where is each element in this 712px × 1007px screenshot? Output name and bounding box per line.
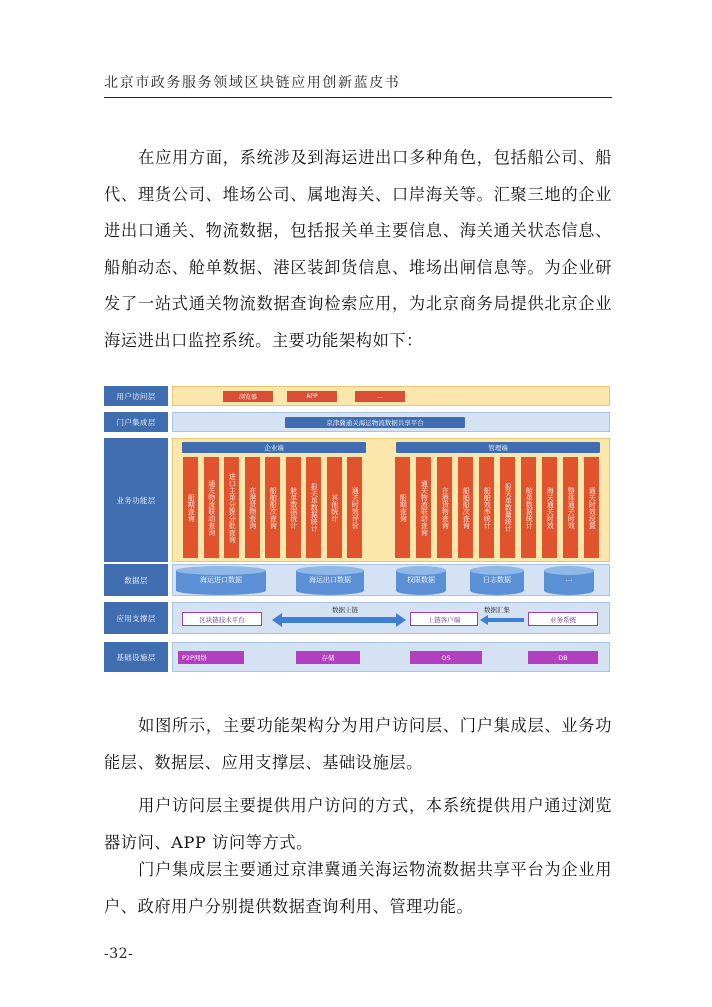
database-label-3: 日志数据 — [483, 576, 511, 584]
management-module-7: 海关通关时效 — [542, 457, 557, 558]
db-box: DB — [528, 651, 598, 664]
app-box: APP — [287, 391, 337, 402]
database-1 — [296, 566, 364, 595]
chain-client-box: 上链客户端 — [410, 612, 478, 626]
layer-label-portal: 门户集成层 — [104, 412, 168, 432]
os-box: OS — [410, 651, 482, 664]
page-number: -32- — [104, 946, 134, 962]
layer-label-business: 业务功能层 — [104, 438, 168, 562]
management-end-bar: 管理端 — [396, 442, 600, 453]
layer-label-user-access: 用户访问层 — [104, 386, 168, 406]
enterprise-module-3: 在港货物查询 — [245, 457, 260, 558]
management-module-4: 船舶效率统计 — [479, 457, 494, 558]
enterprise-module-8: 通关时效评价 — [347, 457, 362, 558]
double-arrow-icon — [272, 613, 406, 627]
enterprise-module-2: 进口主单分拨分批查询 — [224, 457, 239, 558]
management-module-3: 船舶船次查询 — [458, 457, 473, 558]
more-access-box: ... — [355, 391, 405, 402]
enterprise-module-5: 舱单数据统计 — [286, 457, 301, 558]
database-4 — [544, 566, 594, 595]
paragraph-user-access — [104, 788, 612, 861]
enterprise-end-bar: 企业端 — [182, 442, 366, 453]
storage-box: 存储 — [296, 651, 360, 664]
enterprise-module-0: 船期查询 — [183, 457, 198, 558]
management-module-1: 通关物流联动查询 — [416, 457, 431, 558]
management-module-2: 在港货物查询 — [437, 457, 452, 558]
paragraph-user-access-text: 用户访问层主要提供用户访问的方式，本系统提供用户通过浏览器访问、APP 访问等方式。 — [104, 796, 612, 852]
layer-label-support: 应用支撑层 — [104, 602, 168, 634]
database-3 — [470, 566, 524, 595]
p2p-network-box: P2P网络 — [178, 651, 244, 664]
portal-platform-bar: 京津冀通关海运物流数据共享平台 — [285, 417, 465, 428]
data-collect-label: 数据汇集 — [484, 606, 510, 614]
layer-label-data: 数据层 — [104, 564, 168, 596]
enterprise-module-6: 报关单数据统计 — [306, 457, 321, 558]
management-module-8: 整体通关时效 — [563, 457, 578, 558]
header-title: 北京市政务服务领域区块链应用创新蓝皮书 — [104, 75, 401, 91]
running-header — [104, 70, 612, 98]
layer-label-infra: 基础设施层 — [104, 642, 168, 672]
enterprise-module-7: 其他统计 — [327, 457, 342, 558]
database-label-4: ... — [565, 575, 573, 583]
enterprise-module-1: 通关物流联动查询 — [204, 457, 219, 558]
database-0 — [176, 566, 266, 595]
paragraph-intro-text: 在应用方面，系统涉及到海运进出口多种角色，包括船公司、船代、理货公司、堆场公司、属地海关、口岸海关等。汇聚三地的企业进出口通关、物流数据，包括报关单主要信息、海关通关状态信息、船舶动态、舱单数据、港区装卸货信息、堆场出闸信息等。为企业研发了一站式通关物流数据查询检索应用，为北京商务局提供北京企业海运进出口监控系统。主要功能架构如下： — [104, 148, 612, 350]
database-2 — [396, 566, 446, 595]
database-label-2: 权限数据 — [407, 576, 435, 584]
management-module-0: 船期查询 — [395, 457, 410, 558]
paragraph-portal — [104, 852, 612, 925]
business-system-box: 业务系统 — [528, 612, 598, 626]
blockchain-platform-box: 区块链技术平台 — [182, 612, 262, 626]
data-upload-label: 数据上链 — [332, 606, 358, 614]
management-module-5: 报关单数量统计 — [500, 457, 515, 558]
paragraph-intro — [104, 140, 612, 360]
portal-band — [172, 412, 610, 432]
paragraph-layers-text: 如图所示，主要功能架构分为用户访问层、门户集成层、业务功能层、数据层、应用支撑层、基础设施层。 — [104, 716, 612, 772]
management-module-9: 通关时效设置 — [584, 457, 599, 558]
architecture-diagram — [104, 384, 610, 676]
database-label-1: 海运出口数据 — [309, 576, 351, 584]
management-module-6: 舱单数据统计 — [521, 457, 536, 558]
left-arrow-icon — [480, 615, 524, 625]
paragraph-portal-text: 门户集成层主要通过京津冀通关海运物流数据共享平台为企业用户、政府用户分别提供数据查询利用、管理功能。 — [104, 860, 612, 916]
database-label-0: 海运进口数据 — [200, 576, 242, 584]
browser-box: 浏览器 — [223, 391, 273, 402]
enterprise-module-4: 船舶船次查询 — [265, 457, 280, 558]
user-access-band — [172, 386, 610, 406]
paragraph-layers — [104, 708, 612, 781]
